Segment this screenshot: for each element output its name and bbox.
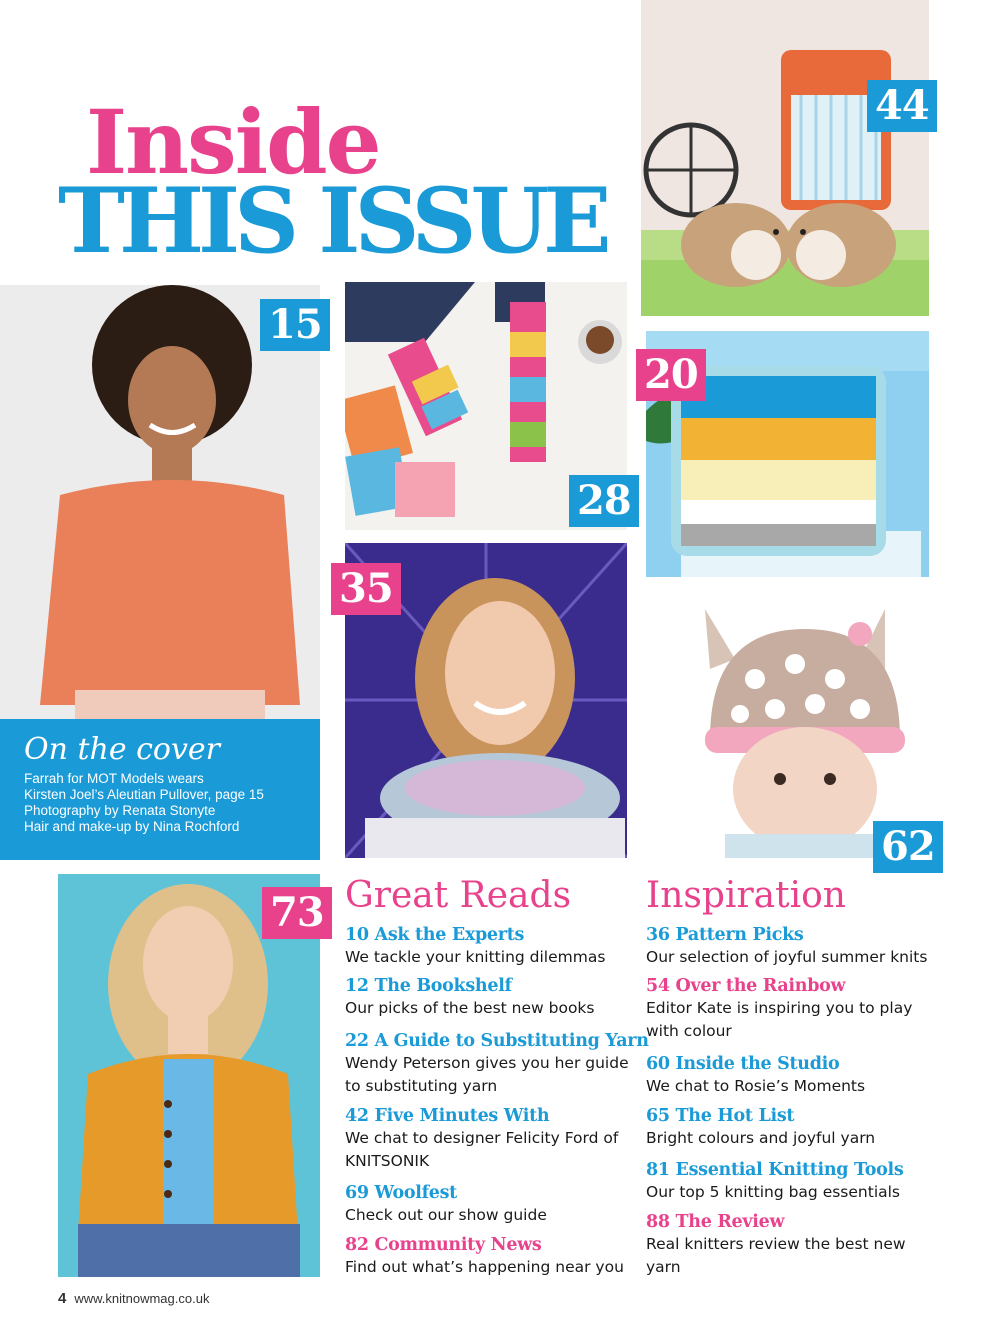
great-reads-item-desc: We tackle your knitting dilemmas — [345, 948, 606, 966]
guinea-pigs-photo[interactable] — [641, 0, 929, 316]
cover-credit-line: Photography by Renata Stonyte — [24, 803, 216, 818]
great-reads-item-desc: Our picks of the best new books — [345, 999, 595, 1017]
inspiration-item-desc: Bright colours and joyful yarn — [646, 1129, 876, 1147]
inspiration-item-title: 54 Over the Rainbow — [646, 976, 846, 996]
great-reads-item-title: 22 A Guide to Substituting Yarn — [345, 1031, 649, 1051]
inspiration-item-title: 65 The Hot List — [646, 1106, 795, 1126]
great-reads-item[interactable] — [345, 1182, 645, 1227]
page-number: 4 — [58, 1290, 67, 1307]
great-reads-item[interactable] — [345, 1234, 645, 1279]
on-the-cover-title: On the cover — [24, 732, 221, 767]
great-reads-item[interactable] — [345, 975, 645, 1020]
baby-hat-photo[interactable] — [685, 599, 929, 858]
inspiration-item-desc: Real knitters review the best new yarn — [646, 1235, 906, 1276]
inspiration-item-title: 60 Inside the Studio — [646, 1054, 840, 1074]
badge-page-44: 44 — [867, 80, 937, 132]
footer-url[interactable]: www.knitnowmag.co.uk — [74, 1291, 210, 1306]
inspiration-item[interactable] — [646, 924, 946, 969]
badge-page-15: 15 — [260, 299, 330, 351]
inspiration-item-title: 81 Essential Knitting Tools — [646, 1160, 904, 1180]
inspiration-item-desc: Our top 5 knitting bag essentials — [646, 1183, 901, 1201]
inspiration-item-desc: Our selection of joyful summer knits — [646, 948, 928, 966]
great-reads-item[interactable] — [345, 1105, 635, 1173]
inspiration-item[interactable] — [646, 975, 931, 1043]
headline-inside: Inside — [86, 90, 380, 194]
inspiration-item-title: 36 Pattern Picks — [646, 925, 804, 945]
great-reads-item-desc: We chat to designer Felicity Ford of KNITSONIK — [345, 1129, 619, 1170]
badge-page-35: 35 — [331, 563, 401, 615]
great-reads-item-desc: Find out what’s happening near you — [345, 1258, 624, 1276]
great-reads-item-title: 10 Ask the Experts — [345, 925, 525, 945]
great-reads-item-desc: Wendy Peterson gives you her guide to substituting yarn — [345, 1054, 629, 1095]
cover-credit-line: Kirsten Joel’s Aleutian Pullover, page 15 — [24, 787, 264, 802]
badge-page-73: 73 — [262, 887, 332, 939]
inspiration-item-desc: Editor Kate is inspiring you to play with colour — [646, 999, 913, 1040]
badge-page-28: 28 — [569, 475, 639, 527]
great-reads-item[interactable] — [345, 924, 645, 969]
headline-this-issue: THIS ISSUE — [58, 168, 606, 274]
inspiration-item-desc: We chat to Rosie’s Moments — [646, 1077, 866, 1095]
great-reads-item-title: 82 Community News — [345, 1235, 542, 1255]
page-footer — [58, 1290, 209, 1307]
inspiration-item[interactable] — [646, 1105, 946, 1150]
inspiration-item[interactable] — [646, 1211, 906, 1279]
great-reads-item[interactable] — [345, 1030, 649, 1098]
badge-page-20: 20 — [636, 349, 706, 401]
inspiration-item[interactable] — [646, 1159, 946, 1204]
great-reads-item-title: 42 Five Minutes With — [345, 1106, 550, 1126]
on-the-cover-box — [0, 719, 320, 860]
cover-credit-line: Farrah for MOT Models wears — [24, 771, 204, 786]
inspiration-heading: Inspiration — [646, 875, 846, 916]
cover-credit-line: Hair and make-up by Nina Rochford — [24, 819, 240, 834]
great-reads-heading: Great Reads — [345, 875, 572, 916]
badge-page-62: 62 — [873, 821, 943, 873]
great-reads-item-desc: Check out our show guide — [345, 1206, 547, 1224]
great-reads-item-title: 69 Woolfest — [345, 1183, 457, 1203]
great-reads-item-title: 12 The Bookshelf — [345, 976, 512, 996]
inspiration-item-title: 88 The Review — [646, 1212, 785, 1232]
inspiration-item[interactable] — [646, 1053, 946, 1098]
